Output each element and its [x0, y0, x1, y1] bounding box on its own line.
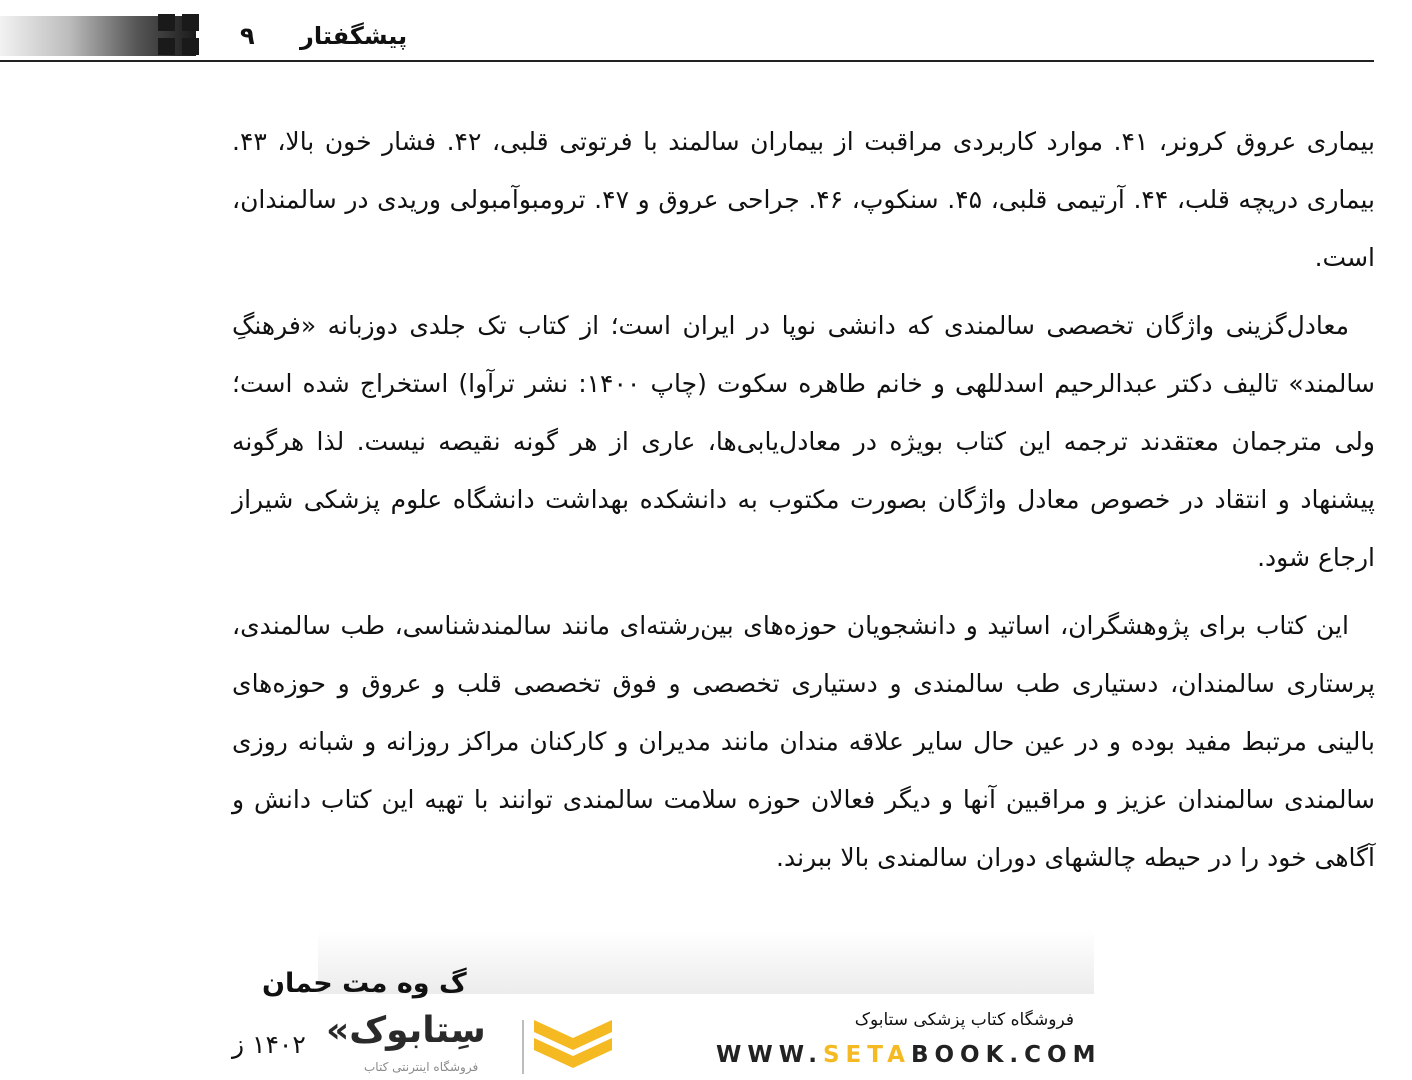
- header-rule: [0, 60, 1374, 62]
- setabook-logo: [326, 1010, 616, 1080]
- paragraph-2: معادل‌گزینی واژگان تخصصی سالمندی که دانشی نوپا در ایران است؛ از کتاب تک جلدی دوزبانه «فرهنگِ سالمند» تالیف دکتر عبدالرحیم اسدللهی و خانم طاهره سکوت (چاپ ۱۴۰۰: نشر ترآوا) استخراج شده است؛ ولی مترجمان معتقدند ترجمه این کتاب بویژه در معادل‌یابی‌ها، عاری از هر گونه نقیصه نیست. لذا هرگونه پیشنهاد و انتقاد در خصوص معادل واژگان بصورت مکتوب به دانشکده بهداشت دانشگاه علوم پزشکی شیراز ارجاع شود.: [232, 311, 1375, 572]
- url-prefix: WWW.: [716, 1042, 823, 1068]
- paragraph-1: بیماری عروق کرونر، ۴۱. موارد کاربردی مراقبت از بیماران سالمند با فرتوتی قلبی، ۴۲. فشار خون بالا، ۴۳. بیماری دریچه قلب، ۴۴. آرتیمی قلبی، ۴۵. سنکوپ، ۴۶. جراحی عروق و ۴۷. ترومبوآمبولی وریدی در سالمندان، است.: [232, 127, 1375, 272]
- page-number: ۹: [240, 22, 255, 50]
- paragraph-3: این کتاب برای پژوهشگران، اساتید و دانشجویان حوزه‌های بین‌رشته‌ای مانند سالمندشناسی، طب سالمندی، پرستاری سالمندان، دستیاری طب سالمندی و دستیاری تخصصی و فوق تخصصی قلب و عروق و حوزه‌های بالینی مرتبط مفید بوده و در عین حال سایر علاقه مندان مانند مدیران و کارکنان مراکز روزانه و شبانه روزی سالمندی سالمندان عزیز و مراقبین آنها و دیگر فعالان حوزه سلامت سالمندی توانند با تهیه این کتاب دانش و آگاهی خود را در حیطه چالشهای دوران سالمندی بالا ببرند.: [232, 611, 1375, 872]
- logo-subtitle: فروشگاه اینترنتی کتاب: [364, 1060, 479, 1074]
- url-accent: SETA: [822, 1042, 911, 1068]
- logo-wordmark: «سِتابوک: [326, 1010, 486, 1051]
- logo-divider: [522, 1020, 524, 1074]
- setabook-chevron-logo-icon: [532, 1016, 614, 1074]
- url-suffix: BOOK.COM: [910, 1042, 1102, 1068]
- body-text: [232, 113, 1375, 897]
- date-fragment: ۱۴۰۲ ز: [232, 1030, 306, 1059]
- translator-signature: گ وه مت حمان: [262, 968, 467, 999]
- header-squares-icon: [158, 14, 202, 58]
- store-url-link[interactable]: [716, 1042, 1101, 1068]
- store-name: فروشگاه کتاب پزشکی ستابوک: [854, 1010, 1074, 1030]
- section-title: پیشگفتار: [300, 22, 408, 50]
